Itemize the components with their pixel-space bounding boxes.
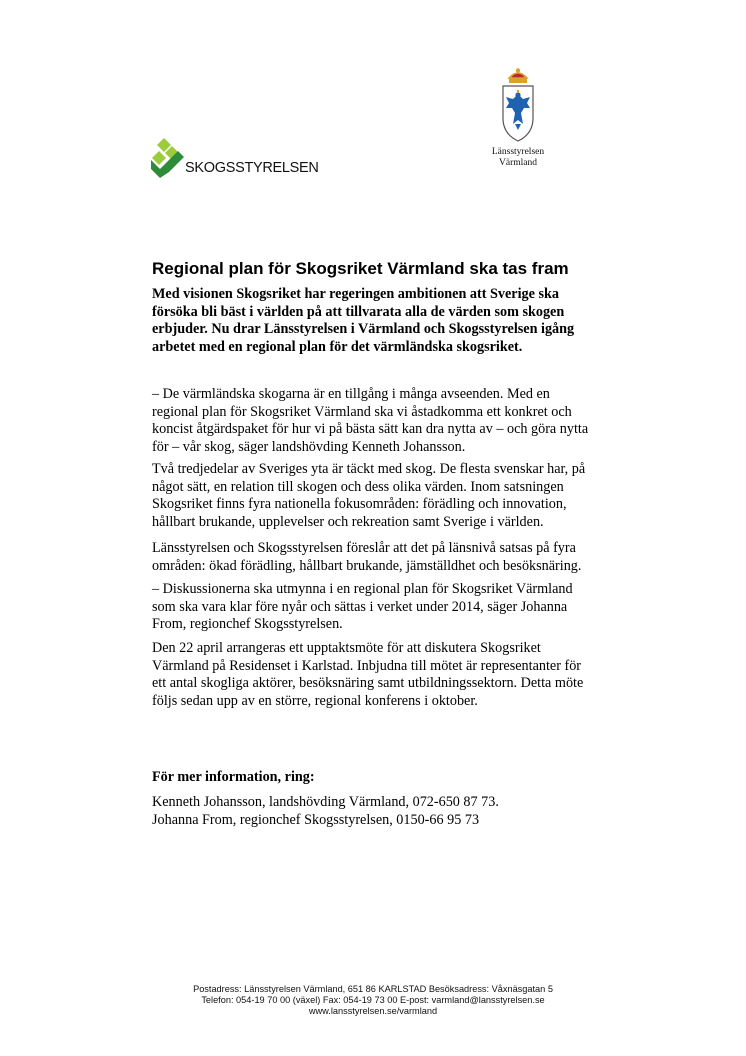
paragraph-line: Två tredjedelar av Sveriges yta är täckt med skog. De flesta svenskar har, på [152,461,586,477]
skogsstyrelsen-logo [151,138,321,180]
paragraph-line: regional plan för Skogsriket Värmland ska vi åstadkomma ett konkret och [152,403,572,420]
lead-paragraph [152,286,622,356]
paragraph-line: Värmland på Residenset i Karlstad. Inbjudna till mötet är representanter för [152,657,582,674]
paragraph-line: något sätt, en relation till skogen och dess olika värden. Inom satsningen [152,478,564,495]
skogsstyrelsen-wordmark: SKOGSSTYRELSEN [185,160,319,176]
paragraph-line: – De värmländska skogarna är en tillgång i många avseenden. Med en [152,386,550,402]
page-footer [0,984,746,1017]
lead-line: försöka bli bäst i världen på att tillvarata alla de värden som skogen [152,303,565,320]
paragraph-line: områden: ökad förädling, hållbart brukande, jämställdhet och besöksnäring. [152,557,582,574]
page-title: Regional plan för Skogsriket Värmland ska tas fram [152,259,569,278]
body-paragraph-county-areas [152,540,632,575]
footer-website: www.lansstyrelsen.se/varmland [308,1006,438,1016]
paragraph-line: – Diskussionerna ska utmynna i en regional plan för Skogsriket Värmland [152,581,573,597]
paragraph-line: From, regionchef Skogsstyrelsen. [152,616,343,632]
body-paragraph-meeting [152,640,632,710]
lansstyrelsen-logo [480,68,556,172]
paragraph-line: Länsstyrelsen och Skogsstyrelsen föreslår att det på länsnivå satsas på fyra [152,540,576,556]
coat-of-arms-icon [500,68,536,144]
footer-address: Postadress: Länsstyrelsen Värmland, 651 86 KARLSTAD Besöksadress: Våxnäsgatan 5 [193,984,553,994]
contact-heading: För mer information, ring: [152,769,315,785]
contact-line: Kenneth Johansson, landshövding Värmland, 072-650 87 73. [152,794,499,810]
paragraph-line: ett antal skogliga aktörer, besöksnäring samt utbildningssektorn. Detta möte [152,675,584,691]
lead-line: Med visionen Skogsriket har regeringen ambitionen att Sverige ska [152,286,559,302]
paragraph-line: hållbart brukande, upplevelser och rekreation samt Sverige i världen. [152,513,544,530]
lansstyrelsen-name: Länsstyrelsen [491,147,545,157]
body-paragraph-focus-areas [152,461,632,531]
paragraph-line: Skogsriket finns fyra nationella fokusområden: förädling och innovation, [152,496,567,512]
paragraph-line: för – vår skog, säger landshövding Kenneth Johansson. [152,438,466,455]
lead-line: erbjuder. Nu drar Länsstyrelsen i Värmland och Skogsstyrelsen igång [152,321,575,337]
paragraph-line: koncist åtgärdspaket för hur vi på bästa sätt kan dra nytta av – och göra nytta [152,421,589,437]
body-paragraph-quote-regionchef [152,581,632,634]
lead-line: arbetet med en regional plan för det värmländska skogsriket. [152,338,523,355]
footer-contact: Telefon: 054-19 70 00 (växel) Fax: 054-19 73 00 E-post: varmland@lansstyrelsen.se [201,995,545,1005]
paragraph-line: följs sedan upp av en större, regional konferens i oktober. [152,692,478,709]
paragraph-line: som ska vara klar före nyår och sättas i verket under 2014, säger Johanna [152,598,568,615]
skogsstyrelsen-leaf-icon [151,138,185,180]
body-paragraph-quote-governor [152,386,632,456]
contact-list [152,794,632,829]
lansstyrelsen-county: Värmland [499,158,537,168]
contact-line: Johanna From, regionchef Skogsstyrelsen, 0150-66 95 73 [152,811,480,828]
paragraph-line: Den 22 april arrangeras ett upptaktsmöte för att diskutera Skogsriket [152,640,541,656]
